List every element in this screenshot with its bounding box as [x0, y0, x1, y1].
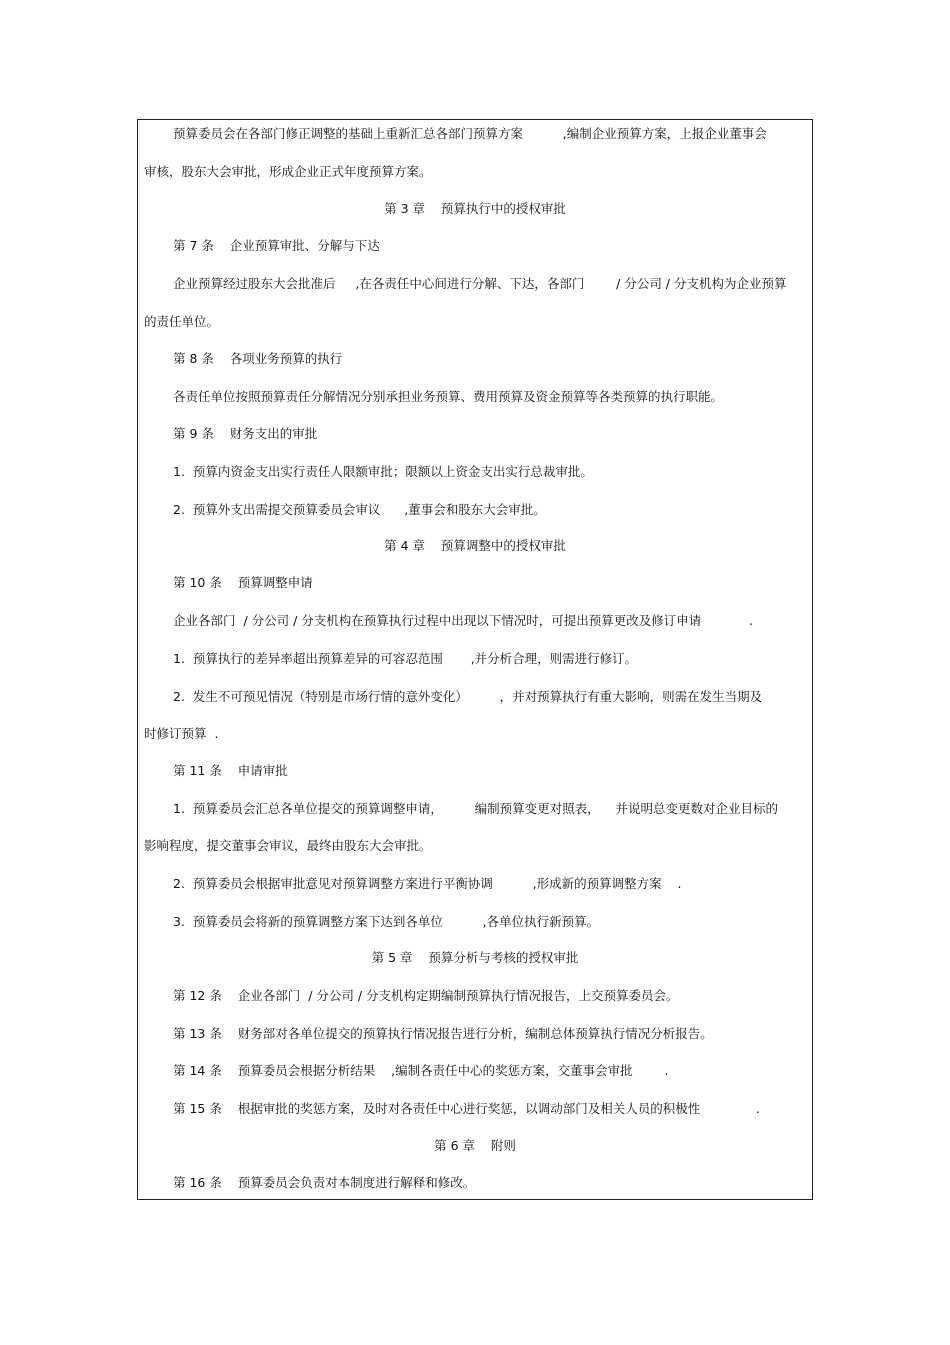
- list-item-10-2-cont: 时修订预算 .: [144, 726, 219, 741]
- paragraph-article-7: 企业预算经过股东大会批准后 ,在各责任中心间进行分解、下达，各部门 / 分公司 / 分支机构为企业预算: [173, 276, 787, 291]
- document-frame: [137, 119, 813, 1200]
- article-16: 第 16 条 预算委员会负责对本制度进行解释和修改。: [173, 1175, 476, 1190]
- paragraph-article-10: 企业各部门 / 分公司 / 分支机构在预算执行过程中出现以下情况时，可提出预算更改及修订申请 .: [173, 613, 753, 628]
- list-item-11-3: 3. 预算委员会将新的预算调整方案下达到各单位 ,各单位执行新预算。: [173, 914, 600, 929]
- article-8-heading: 第 8 条 各项业务预算的执行: [173, 351, 343, 366]
- list-item-11-1-cont: 影响程度，提交董事会审议，最终由股东大会审批。: [144, 838, 432, 853]
- article-12: 第 12 条 企业各部门 / 分公司 / 分支机构定期编制预算执行情况报告，上交预算委员会。: [173, 988, 679, 1003]
- chapter-5-heading: 第 5 章 预算分析与考核的授权审批: [371, 950, 579, 965]
- paragraph-article-7-cont: 的责任单位。: [144, 314, 220, 329]
- list-item-11-1: 1. 预算委员会汇总各单位提交的预算调整申请， 编制预算变更对照表， 并说明总变更数对企业目标的: [173, 801, 779, 816]
- paragraph-article-8: 各责任单位按照预算责任分解情况分别承担业务预算、费用预算及资金预算等各类预算的执行职能。: [173, 389, 724, 404]
- article-10-heading: 第 10 条 预算调整申请: [173, 575, 313, 590]
- article-9-heading: 第 9 条 财务支出的审批: [173, 426, 318, 441]
- paragraph-budget-summary-cont: 审核，股东大会审批，形成企业正式年度预算方案。: [144, 164, 432, 179]
- chapter-3-heading: 第 3 章 预算执行中的授权审批: [384, 201, 566, 216]
- paragraph-budget-summary: 预算委员会在各部门修正调整的基础上重新汇总各部门预算方案 ,编制企业预算方案，上报企业董事会: [173, 126, 767, 141]
- list-item-11-2: 2. 预算委员会根据审批意见对预算调整方案进行平衡协调 ,形成新的预算调整方案 .: [173, 876, 682, 891]
- article-15: 第 15 条 根据审批的奖惩方案，及时对各责任中心进行奖惩，以调动部门及相关人员的积极性 .: [173, 1101, 760, 1116]
- chapter-4-heading: 第 4 章 预算调整中的授权审批: [384, 538, 566, 553]
- chapter-6-heading: 第 6 章 附则: [434, 1138, 516, 1153]
- list-item-10-1: 1. 预算执行的差异率超出预算差异的可容忍范围 ,并分析合理，则需进行修订。: [173, 651, 638, 666]
- list-item-9-1: 1. 预算内资金支出实行责任人限额审批；限额以上资金支出实行总裁审批。: [173, 464, 593, 479]
- article-14: 第 14 条 预算委员会根据分析结果 ,编制各责任中心的奖惩方案，交董事会审批 .: [173, 1063, 669, 1078]
- list-item-10-2: 2. 发生不可预见情况（特别是市场行情的意外变化） ，并对预算执行有重大影响，则需在发生当期及: [173, 689, 763, 704]
- list-item-9-2: 2. 预算外支出需提交预算委员会审议 ,董事会和股东大会审批。: [173, 502, 546, 517]
- article-11-heading: 第 11 条 申请审批: [173, 763, 288, 778]
- article-7-heading: 第 7 条 企业预算审批、分解与下达: [173, 238, 380, 253]
- article-13: 第 13 条 财务部对各单位提交的预算执行情况报告进行分析，编制总体预算执行情况分析报告。: [173, 1026, 713, 1041]
